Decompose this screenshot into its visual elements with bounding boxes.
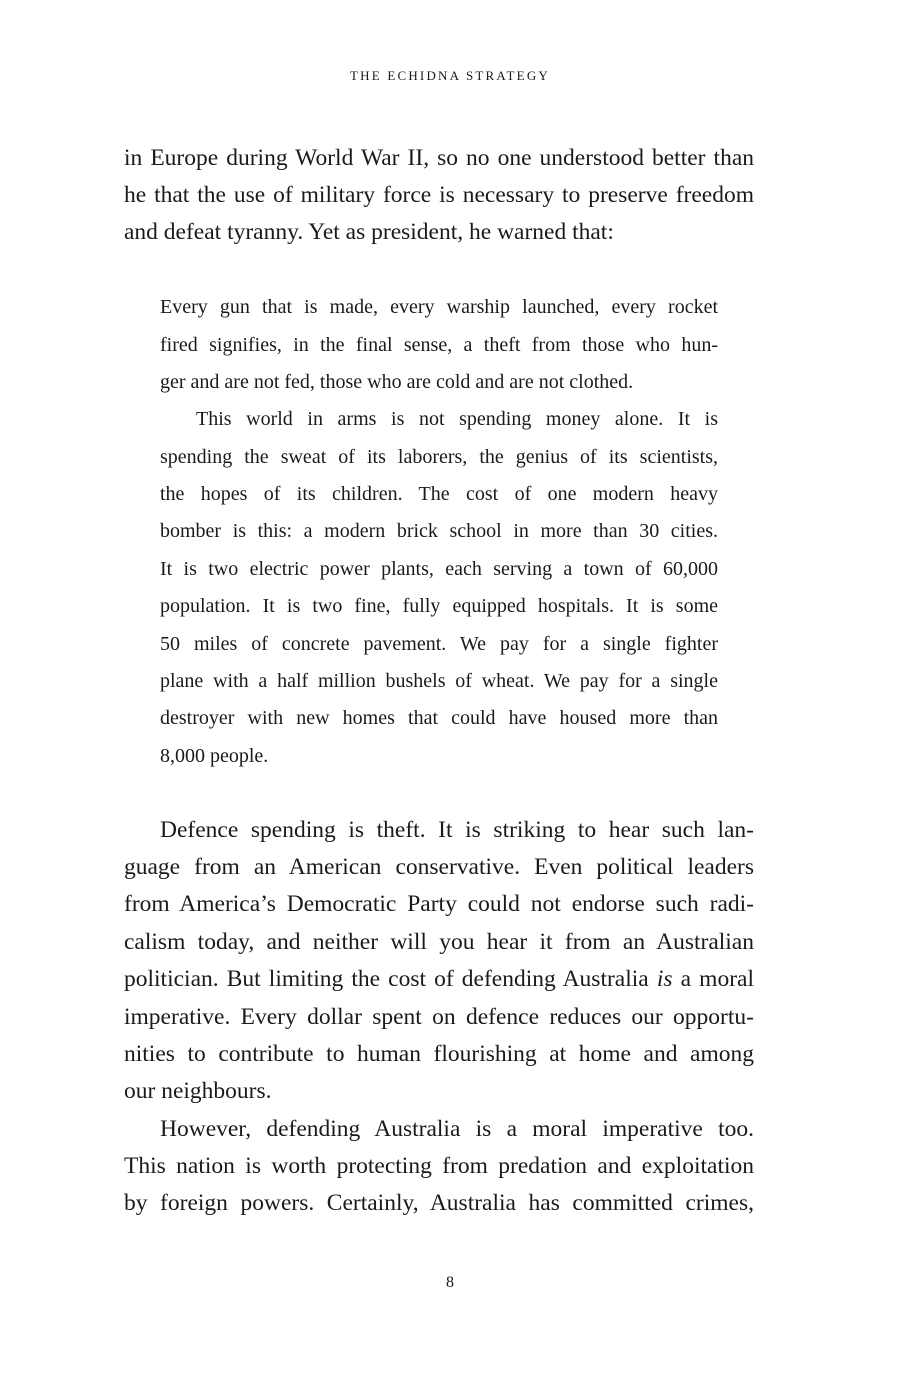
- text-line: imperative. Every dollar spent on defence reduces our opportu-: [124, 1004, 754, 1030]
- text-line: and defeat tyranny. Yet as president, he warned that:: [124, 219, 614, 245]
- quote-line: bomber is this: a modern brick school in more than 30 cities.: [160, 520, 718, 542]
- text-line: calism today, and neither will you hear it from an Australian: [124, 929, 754, 955]
- quote-line: destroyer with new homes that could have housed more than: [160, 707, 718, 729]
- text-line: by foreign powers. Certainly, Australia has committed crimes,: [124, 1190, 754, 1216]
- quote-line: ger and are not fed, those who are cold and are not clothed.: [160, 371, 634, 393]
- emphasis-text: is: [656, 966, 673, 992]
- text-line: in Europe during World War II, so no one understood better than: [124, 145, 754, 171]
- page-number: 8: [446, 1274, 454, 1291]
- text-line: he that the use of military force is necessary to preserve freedom: [124, 182, 754, 208]
- quote-line: 8,000 people.: [160, 745, 269, 767]
- text-line: from America’s Democratic Party could not endorse such radi-: [124, 891, 754, 917]
- quote-line: fired signifies, in the final sense, a theft from those who hun-: [160, 334, 718, 356]
- text-line: guage from an American conservative. Even political leaders: [124, 854, 754, 880]
- quote-line: It is two electric power plants, each serving a town of 60,000: [160, 558, 718, 580]
- quote-line: plane with a half million bushels of wheat. We pay for a single: [160, 670, 718, 692]
- text-span: a moral: [672, 966, 754, 992]
- text-line: However, defending Australia is a moral imperative too.: [160, 1116, 754, 1142]
- running-head: THE ECHIDNA STRATEGY: [350, 68, 550, 83]
- quote-line: 50 miles of concrete pavement. We pay for a single fighter: [160, 633, 718, 655]
- quote-line: This world in arms is not spending money alone. It is: [196, 408, 718, 430]
- text-span: politician. But limiting the cost of defending Australia: [124, 966, 657, 992]
- quote-line: spending the sweat of its laborers, the genius of its scientists,: [160, 446, 718, 468]
- quote-line: the hopes of its children. The cost of one modern heavy: [160, 483, 718, 505]
- text-line: [124, 966, 754, 993]
- quote-line: Every gun that is made, every warship launched, every rocket: [160, 296, 718, 318]
- text-line: This nation is worth protecting from predation and exploitation: [124, 1153, 754, 1179]
- text-line: Defence spending is theft. It is striking to hear such lan-: [160, 817, 754, 843]
- text-line: our neighbours.: [124, 1078, 272, 1104]
- text-line: nities to contribute to human flourishing at home and among: [124, 1041, 754, 1067]
- quote-line: population. It is two fine, fully equipped hospitals. It is some: [160, 595, 718, 617]
